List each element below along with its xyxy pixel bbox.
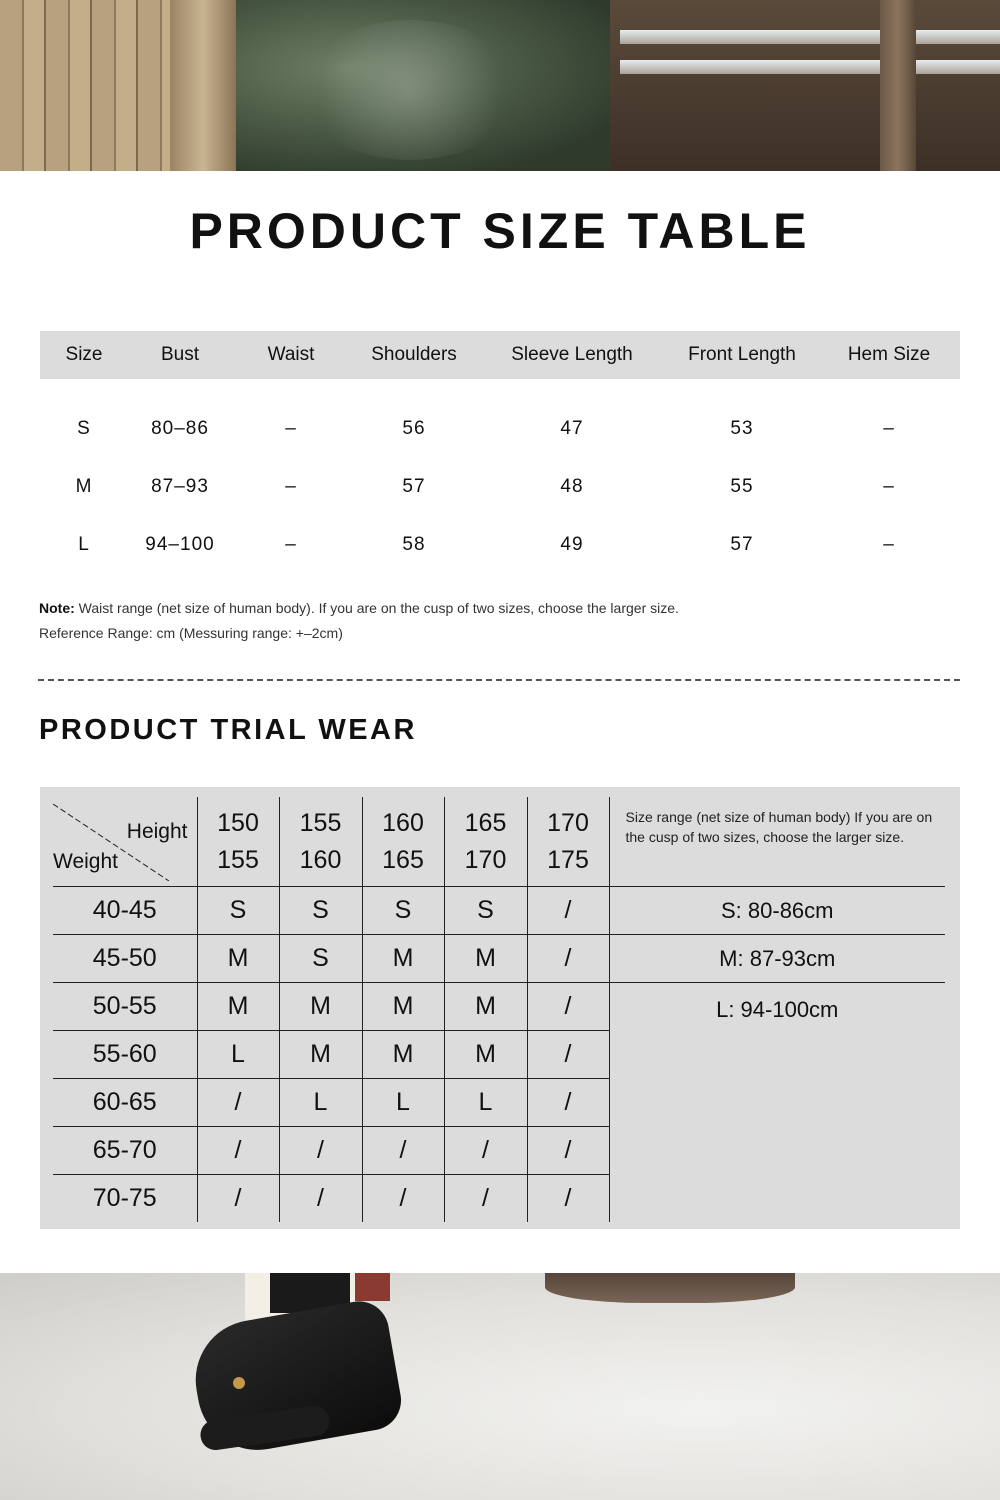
size-note — [39, 596, 679, 646]
cell-shoulders: 57 — [402, 476, 426, 497]
header-size: Size — [40, 331, 128, 379]
size-cell: / — [527, 887, 609, 935]
note-label: Note: — [39, 600, 75, 616]
size-cell: S — [197, 887, 279, 935]
weight-cell: 45-50 — [53, 935, 197, 983]
trial-row — [53, 887, 945, 935]
height-bottom: 175 — [547, 845, 589, 874]
cell-hem-size: – — [883, 418, 895, 439]
size-cell: M — [197, 935, 279, 983]
bottom-photo — [0, 1273, 1000, 1500]
size-cell: S — [362, 887, 444, 935]
weight-cell: 70-75 — [92, 1184, 157, 1212]
size-cell: M — [279, 1031, 362, 1079]
height-col-5 — [527, 797, 609, 887]
header-sleeve-length: Sleeve Length — [478, 331, 666, 379]
cell-waist: – — [285, 418, 297, 439]
cell-sleeve-length: 47 — [560, 418, 584, 439]
height-label: Height — [126, 820, 188, 843]
cell-front-length: 55 — [730, 476, 754, 497]
size-cell: M — [444, 935, 527, 983]
tree-stump — [545, 1273, 795, 1303]
size-cell: / — [527, 1031, 609, 1079]
red-trouser — [355, 1273, 390, 1301]
top-photo — [0, 0, 1000, 171]
cell-waist: – — [285, 476, 297, 497]
size-cell: / — [362, 1175, 444, 1223]
table-row — [40, 400, 960, 458]
note-line — [39, 596, 679, 621]
cell-hem-size: – — [883, 476, 895, 497]
cell-hem-size: – — [883, 534, 895, 555]
wooden-stairs — [610, 0, 1000, 171]
size-cell: / — [444, 1127, 527, 1175]
cell-bust: 80–86 — [151, 418, 209, 439]
height-bottom: 170 — [464, 845, 507, 874]
cell-size: M — [75, 476, 93, 497]
weight-cell: 50-55 — [53, 983, 197, 1031]
size-cell: / — [527, 1127, 609, 1175]
cell-front-length: 53 — [730, 418, 754, 439]
size-cell: L — [197, 1031, 279, 1079]
cell-waist: – — [285, 534, 297, 555]
size-cell: / — [197, 1079, 279, 1127]
cell-shoulders: 56 — [402, 418, 426, 439]
size-cell: / — [527, 983, 609, 1031]
size-table-header — [40, 331, 960, 379]
height-col-2 — [279, 797, 362, 887]
cell-bust: 94–100 — [145, 534, 215, 555]
trial-wear-table — [53, 797, 945, 1222]
range-l: L: 94-100cm — [609, 983, 945, 1223]
cell-shoulders: 58 — [402, 534, 426, 555]
cell-size: L — [78, 534, 90, 555]
weight-cell: 55-60 — [53, 1031, 197, 1079]
size-range-info: Size range (net size of human body) If you are on the cusp of two sizes, choose the larger size. — [609, 797, 945, 887]
height-top: 150 — [217, 808, 259, 837]
snowy-rail — [620, 60, 1000, 74]
weight-cell: 60-65 — [53, 1079, 197, 1127]
height-col-3 — [362, 797, 444, 887]
cell-sleeve-length: 49 — [560, 534, 584, 555]
size-cell: S — [279, 935, 362, 983]
height-top: 155 — [299, 808, 342, 837]
snow-highlight — [300, 20, 520, 160]
header-waist: Waist — [232, 331, 350, 379]
size-cell: M — [362, 983, 444, 1031]
height-top: 170 — [547, 808, 589, 837]
size-cell: M — [362, 1031, 444, 1079]
table-row — [40, 458, 960, 516]
size-cell: / — [444, 1175, 527, 1223]
header-shoulders: Shoulders — [350, 331, 478, 379]
weight-cell: 65-70 — [53, 1127, 197, 1175]
height-top: 160 — [382, 808, 424, 837]
note-text: Waist range (net size of human body). If you are on the cusp of two sizes, choose the larger size. — [74, 600, 679, 616]
table-row — [40, 516, 960, 574]
size-cell: M — [444, 983, 527, 1031]
wooden-post — [880, 0, 916, 171]
cell-bust: 87–93 — [151, 476, 209, 497]
height-bottom: 165 — [382, 845, 424, 874]
page-title: PRODUCT SIZE TABLE — [189, 203, 811, 259]
size-table — [40, 331, 960, 574]
size-cell: S — [444, 887, 527, 935]
size-cell: / — [279, 1127, 362, 1175]
height-bottom: 160 — [299, 845, 342, 874]
height-col-1 — [197, 797, 279, 887]
cell-size: S — [77, 418, 91, 439]
header-bust: Bust — [128, 331, 232, 379]
size-cell: M — [362, 935, 444, 983]
dashed-divider — [38, 679, 960, 681]
size-cell: M — [444, 1031, 527, 1079]
size-cell: M — [197, 983, 279, 1031]
reference-range: Reference Range: cm (Messuring range: +–2cm) — [39, 625, 343, 641]
wood-beam — [170, 0, 236, 171]
weight-cell: 40-45 — [53, 887, 197, 935]
size-cell: / — [279, 1175, 362, 1223]
height-bottom: 155 — [217, 845, 259, 874]
cell-sleeve-length: 48 — [560, 476, 584, 497]
height-top: 165 — [464, 808, 507, 837]
snowy-rail — [620, 30, 1000, 44]
size-cell: M — [279, 983, 362, 1031]
range-s: S: 80-86cm — [609, 887, 945, 935]
range-m: M: 87-93cm — [609, 935, 945, 983]
height-col-4 — [444, 797, 527, 887]
diagonal-header — [53, 797, 197, 887]
size-cell: / — [527, 935, 609, 983]
size-cell: / — [362, 1127, 444, 1175]
size-cell: L — [279, 1079, 362, 1127]
size-cell: L — [444, 1079, 527, 1127]
size-cell: / — [197, 1175, 279, 1223]
gold-buckle — [233, 1377, 245, 1389]
size-cell: / — [527, 1079, 609, 1127]
weight-label: Weight — [53, 850, 118, 873]
trial-row — [53, 983, 945, 1031]
size-cell: S — [279, 887, 362, 935]
cell-front-length: 57 — [730, 534, 754, 555]
size-cell: / — [197, 1127, 279, 1175]
size-cell: / — [527, 1175, 609, 1223]
trial-header-row — [53, 797, 945, 887]
trial-row — [53, 935, 945, 983]
header-front-length: Front Length — [666, 331, 818, 379]
section-title: PRODUCT TRIAL WEAR — [39, 714, 417, 746]
header-hem-size: Hem Size — [818, 331, 960, 379]
size-cell: L — [362, 1079, 444, 1127]
